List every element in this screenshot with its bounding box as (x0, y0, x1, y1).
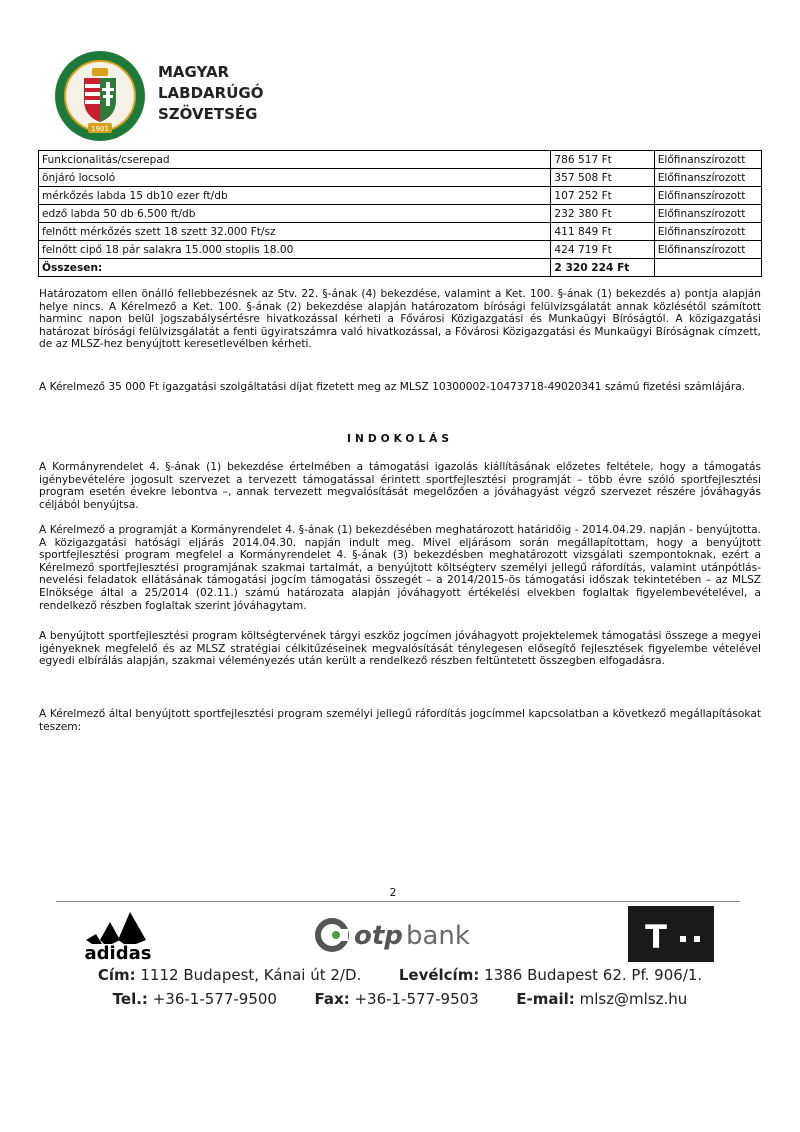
amount-cell: 424 719 Ft (551, 241, 654, 259)
bank-wordmark: bank (406, 921, 470, 951)
crest-year: 1901 (91, 125, 109, 133)
telekom-t: T (645, 918, 667, 956)
reasoning-paragraph-4: A Kérelmező által benyújtott sportfejlesztési program személyi jellegű ráfordítás jogcímmel kapcsolatban a következő megállapításokat teszem: (39, 708, 761, 733)
tel-label: Tel.: (112, 990, 148, 1008)
adidas-logo (74, 904, 162, 962)
section-title: INDOKOLÁS (347, 433, 453, 445)
otp-bank-logo (314, 912, 478, 958)
amount-cell: 357 508 Ft (551, 169, 654, 187)
fax-label: Fax: (314, 990, 350, 1008)
mail-label: Levélcím: (398, 966, 480, 984)
email-value: mlsz@mlsz.hu (579, 990, 688, 1008)
reasoning-paragraph-1: A Kormányrendelet 4. §-ának (1) bekezdése értelmében a támogatási igazolás kiállításának előzetes feltétele, hogy a támogatás igénybevételére jogosult szervezet a tervezett támogatással érintett sportfejlesztési programját – több évre szóló sportfejlesztési program esetén évekre lebontva –, annak tervezett megvalósítását megelőzően a jóváhagyást végző szervezet részére jóváhagyás céljából benyújtsa. (39, 461, 761, 511)
fee-paragraph: A Kérelmező 35 000 Ft igazgatási szolgáltatási díjat fizetett meg az MLSZ 10300002-10473718-49020341 számú fizetési számlájára. (39, 381, 746, 393)
appeal-paragraph: Határozatom ellen önálló fellebbezésnek az Stv. 22. §-ának (4) bekezdése, valamint a Ket. 100. §-ának (1) bekezdés a) pontja alapján helye nincs. A Kérelmező a Ket. 100. §-ának (2) bekezdése alapján határozatom bírósági felülvizsgálatát annak közlésétől számított harminc napon belül jogszabálysértésre hivatkozással kérheti a Fővárosi Közigazgatási és Munkaügyi Bíróságtól. A közigazgatási határozat bírósági felülvizsgálatát a fenti ügyiratszámra való hivatkozással, a Fővárosi Közigazgatási és Munkaügyi Bíróságnak címzett, de az MLSZ-hez benyújtott keresetlevélben kérheti. (39, 288, 761, 351)
org-name-line-2: LABDARÚGÓ (158, 84, 264, 102)
adidas-wordmark: adidas (84, 943, 152, 962)
contact-phone-line (0, 990, 800, 1008)
reasoning-paragraph-2: A Kérelmező a programját a Kormányrendelet 4. §-ának (1) bekezdésében meghatározott határidőig - 2014.04.29. napján - benyújtotta. A közigazgatási hatósági eljárás 2014.04.30. napján indult meg. Mivel eljárásom során megállapítottam, hogy a benyújtott sportfejlesztési program megfelel a Kormányrendelet 4. §-ának (3) bekezdésben meghatározott vizsgálati szempontoknak, ezért a Kérelmező sportfejlesztési programjának szakmai tartalmát, a benyújtott költségterv személyi jellegű ráfordítás, valamint utánpótlás-nevelési feladatok ellátásának támogatási jogcím támogatási összegét – a 2014/2015-ös támogatási időszak tekintetében – az MLSZ Elnöksége által a 25/2014 (02.11.) számú határozata alapján jóváhagyott értékelési elvekben foglaltak figyelembevételével, a rendelkező részben foglaltak szerint jóváhagytam. (39, 524, 761, 612)
mail-value: 1386 Budapest 62. Pf. 906/1. (484, 966, 703, 984)
status-cell: Előfinanszírozott (654, 169, 761, 187)
amount-cell: 411 849 Ft (551, 223, 654, 241)
letterhead (54, 50, 454, 145)
otp-wordmark: otp (354, 921, 403, 951)
item-cell: felnőtt mérkőzés szett 18 szett 32.000 Ft/sz (39, 223, 551, 241)
contact-address-line (0, 966, 800, 984)
table-row (39, 169, 762, 187)
item-cell: felnőtt cipő 18 pár salakra 15.000 stoplis 18.00 (39, 241, 551, 259)
budget-table (38, 150, 762, 277)
mlsz-crest-logo (54, 50, 146, 142)
table-row (39, 151, 762, 169)
item-cell: önjáró locsoló (39, 169, 551, 187)
organization-name (158, 62, 263, 125)
org-name-line-3: SZÖVETSÉG (158, 105, 258, 123)
status-cell: Előfinanszírozott (654, 205, 761, 223)
table-row (39, 187, 762, 205)
status-cell: Előfinanszírozott (654, 223, 761, 241)
reasoning-paragraph-3: A benyújtott sportfejlesztési program költségtervének tárgyi eszköz jogcímen jóváhagyott projektelemek támogatási összege a megyei igényeknek megfelelő és az MLSZ stratégiai célkitűzéseinek megvalósítását ténylegesen elősegítő fejlesztések figyelembe vételével egyedi elbírálás alapján, szakmai véleményezés után került a rendelkező részben feltüntetett összegben elfogadásra. (39, 630, 761, 668)
status-cell: Előfinanszírozott (654, 187, 761, 205)
org-name-line-1: MAGYAR (158, 63, 230, 81)
tel-value: +36-1-577-9500 (152, 990, 277, 1008)
item-cell: Funkcionalitás/cserepad (39, 151, 551, 169)
table-row (39, 205, 762, 223)
table-row (39, 241, 762, 259)
total-label-cell: Összesen: (39, 259, 551, 277)
footer-divider (56, 901, 740, 902)
address-value: 1112 Budapest, Kánai út 2/D. (140, 966, 362, 984)
status-cell: Előfinanszírozott (654, 151, 761, 169)
item-cell: edző labda 50 db 6.500 ft/db (39, 205, 551, 223)
telekom-logo (628, 906, 714, 962)
amount-cell: 786 517 Ft (551, 151, 654, 169)
page-number: 2 (389, 887, 397, 899)
status-cell: Előfinanszírozott (654, 241, 761, 259)
item-cell: mérkőzés labda 15 db10 ezer ft/db (39, 187, 551, 205)
email-label: E-mail: (516, 990, 575, 1008)
table-row (39, 223, 762, 241)
address-label: Cím: (97, 966, 136, 984)
total-status-cell (654, 259, 761, 277)
amount-cell: 232 380 Ft (551, 205, 654, 223)
total-amount-cell: 2 320 224 Ft (551, 259, 654, 277)
fax-value: +36-1-577-9503 (354, 990, 479, 1008)
table-total-row (39, 259, 762, 277)
amount-cell: 107 252 Ft (551, 187, 654, 205)
